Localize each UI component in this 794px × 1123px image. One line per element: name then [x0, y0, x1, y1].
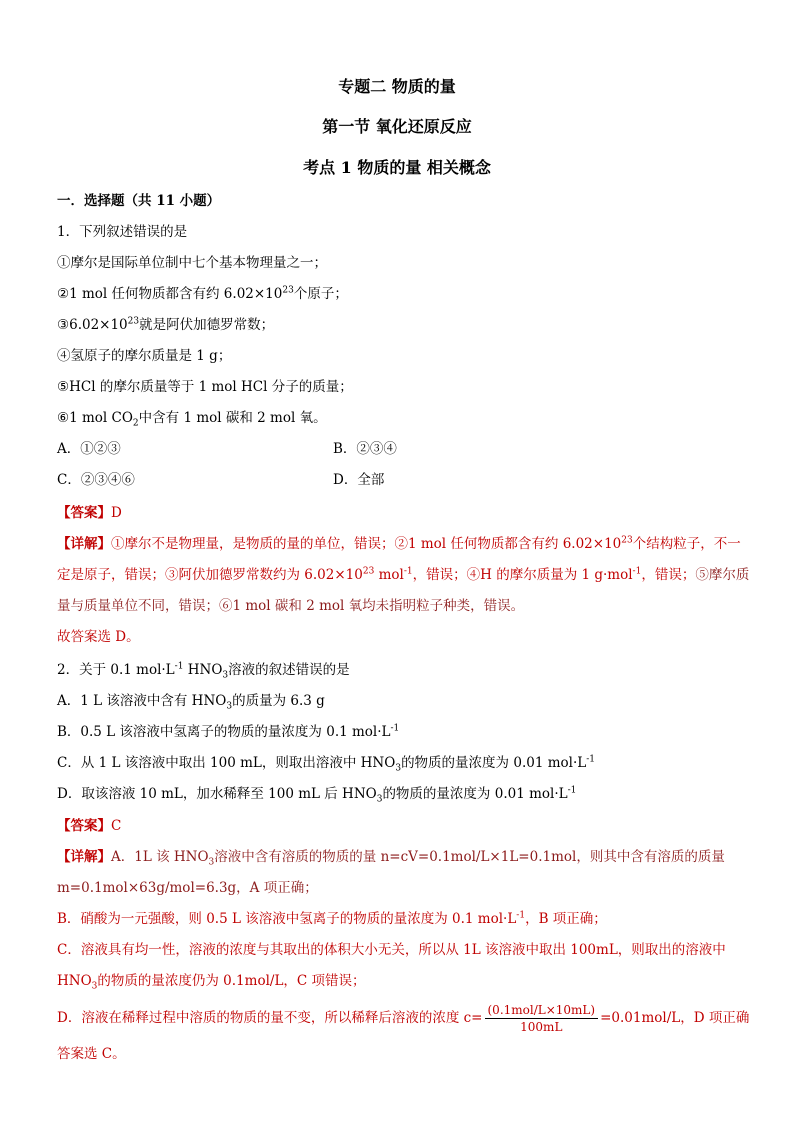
point-title: 考点 1 物质的量 相关概念: [303, 158, 491, 177]
q1-statement-5: ⑤HCl 的摩尔质量等于 1 mol HCl 分子的质量；: [57, 379, 353, 395]
q1-statement-3: $③6.02\times 10^{23}$就是阿伏加德罗常数；: [57, 316, 275, 333]
q2-detail-c-line-1: C．溶液具有均一性，溶液的浓度与其取出的体积大小无关，所以从 1L 该溶液中取出 100mL，则取出的溶液中: [57, 942, 726, 958]
section-title: 第一节 氧化还原反应: [322, 117, 472, 136]
q1-statement-4: ④氢原子的摩尔质量是 1 g；: [57, 348, 232, 364]
q1-statement-2: ②1 mol 任何物质都含有约 $6.02\times 10^{23}$个原子；: [57, 285, 348, 302]
q2-detail-b: B．硝酸为一元强酸，则 0.5 L 该溶液中氢离子的物质的量浓度为 0.1 $mol\cdot L^{-1}$，B 项正确；: [57, 910, 607, 927]
q2-detail-a-line-1: 【详解】A．1L 该 $HNO_3$溶液中含有溶质的物质的量 n=cV=0.1mol/L×1L=0.1mol，则其中含有溶质的质量: [57, 849, 725, 868]
q2-option-c: C．从 1 L 该溶液中取出 100 mL，则取出溶液中 $HNO_3$的物质的量浓度为 0.01 $mol\cdot L^{-1}$: [57, 754, 595, 774]
concentration-fraction: $\frac{\text{(0.1mol/L×10mL)}}{100mL}$: [485, 1002, 599, 1035]
q2-detail-a-line-2: m=0.1mol×63g/mol=6.3g，A 项正确；: [57, 880, 318, 896]
q2-answer: 【答案】C: [57, 818, 122, 834]
q1-option-b: B．②③④: [333, 441, 397, 457]
q1-detail-line-3: 量与质量单位不同，错误；⑥1 mol 碳和 2 mol 氧均未指明粒子种类，错误。: [57, 598, 525, 614]
q1-option-a: A．①②③: [57, 441, 121, 457]
q1-conclusion: 故答案选 D。: [57, 629, 140, 645]
q1-detail-line-1: 【详解】①摩尔不是物理量，是物质的量的单位，错误；②1 mol 任何物质都含有约 $6.02\times 10^{23}$个结构粒子，不一: [57, 535, 741, 552]
q2-detail-c-line-2: $HNO_3$的物质的量浓度仍为 0.1mol/L，C 项错误；: [57, 973, 366, 992]
q1-option-d: D．全部: [333, 472, 385, 488]
topic-title: 专题二 物质的量: [338, 77, 456, 96]
q1-option-c: C．②③④⑥: [57, 472, 135, 488]
q2-detail-d: D．溶液在稀释过程中溶质的物质的量不变，所以稀释后溶液的浓度 c= $\frac{\text{(0.1mol/L×10mL)}}{100mL}$ =0.01mol/L，D 项正确: [57, 1003, 750, 1034]
q1-statement-6: ⑥1 mol $CO_2$中含有 1 mol 碳和 2 mol 氧。: [57, 410, 327, 429]
q2-option-d: D．取该溶液 10 mL，加水稀释至 100 mL 后 $HNO_3$的物质的量浓度为 0.01 $mol\cdot L^{-1}$: [57, 785, 577, 805]
part-title: 一．选择题（共 11 小题）: [57, 193, 221, 209]
q1-answer: 【答案】D: [57, 505, 122, 521]
q1-statement-1: ①摩尔是国际单位制中七个基本物理量之一；: [57, 255, 327, 271]
q2-conclusion: 答案选 C。: [57, 1046, 126, 1062]
q2-stem: 2．关于 0.1 $mol\cdot L^{-1}$ $HNO_3$溶液的叙述错误的是: [57, 661, 350, 681]
q2-option-a: A．1 L 该溶液中含有 $HNO_3$的质量为 6.3 g: [57, 693, 325, 712]
q1-stem: 1．下列叙述错误的是: [57, 224, 188, 240]
q1-detail-line-2: 定是原子，错误；③阿伏加德罗常数约为 $6.02\times 10^{23}$ mol$^{-1}$，错误；④H 的摩尔质量为 1 g·mol$^{-1}$，错误；⑤摩尔质: [57, 566, 750, 583]
q2-option-b: B．0.5 L 该溶液中氢离子的物质的量浓度为 0.1 $mol\cdot L^{-1}$: [57, 723, 400, 740]
